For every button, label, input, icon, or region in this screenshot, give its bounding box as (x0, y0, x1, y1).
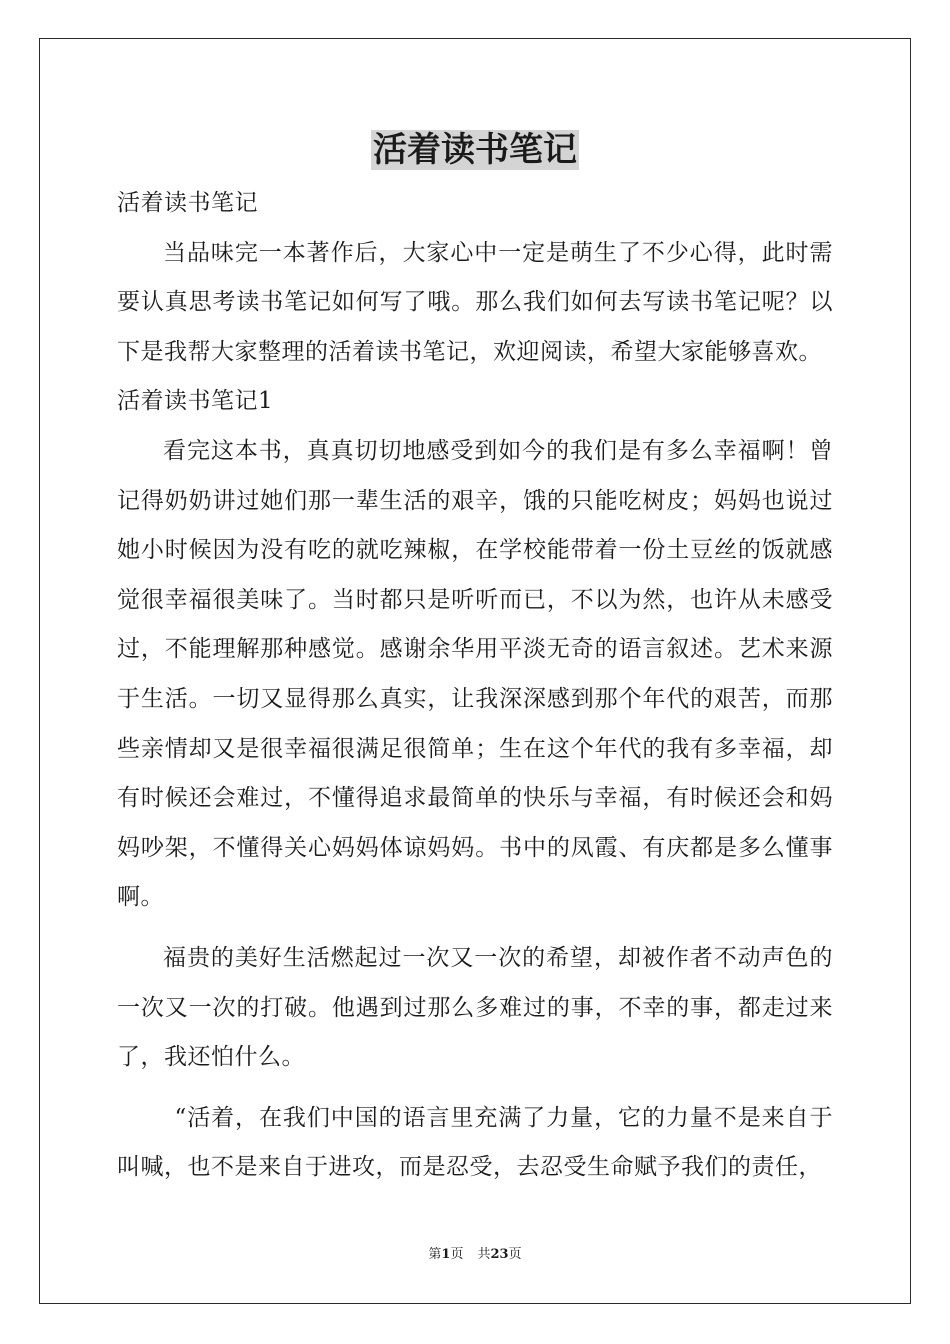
page-suffix: 页 (450, 1247, 464, 1262)
intro-paragraph: 当品味完一本著作后，大家心中一定是萌生了不少心得，此时需要认真思考读书笔记如何写了哦。那么我们如何去写读书笔记呢？以下是我帮大家整理的活着读书笔记，欢迎阅读，希望大家能够喜欢。 (117, 239, 833, 365)
body-paragraph-3: “活着，在我们中国的语言里充满了力量，它的力量不是来自于叫喊，也不是来自于进攻，而是忍受，去忍受生命赋予我们的责任， (117, 1104, 833, 1181)
total-suffix: 页 (508, 1247, 522, 1262)
total-prefix: 共 (477, 1247, 491, 1262)
document-title (0, 128, 950, 172)
page-prefix: 第 (428, 1247, 442, 1262)
page-current: 1 (441, 1247, 451, 1262)
document-title-text: 活着读书笔记 (373, 130, 577, 170)
body-paragraph-1: 看完这本书，真真切切地感受到如今的我们是有多么幸福啊！曾记得奶奶讲过她们那一辈生活的艰辛，饿的只能吃树皮；妈妈也说过她小时候因为没有吃的就吃辣椒，在学校能带着一份土豆丝的饭就感觉很幸福很美味了。当时都只是听听而已，不以为然，也许从未感受过，不能理解那种感觉。感谢余华用平淡无奇的语言叙述。艺术来源于生活。一切又显得那么真实，让我深深感到那个年代的艰苦，而那些亲情却又是很幸福很满足很简单；生在这个年代的我有多幸福，却有时候还会难过，不懂得追求最简单的快乐与幸福，有时候还会和妈妈吵架，不懂得关心妈妈体谅妈妈。书中的凤霞、有庆都是多么懂事啊。 (117, 437, 833, 911)
document-subtitle: 活着读书笔记 (117, 190, 258, 216)
document-body (117, 179, 833, 1193)
section-heading: 活着读书笔记1 (117, 388, 274, 415)
page-total: 23 (490, 1247, 509, 1262)
body-paragraph-2: 福贵的美好生活燃起过一次又一次的希望，却被作者不动声色的一次又一次的打破。他遇到过那么多难过的事，不幸的事，都走过来了，我还怕什么。 (117, 944, 833, 1071)
page-footer (0, 1246, 950, 1264)
